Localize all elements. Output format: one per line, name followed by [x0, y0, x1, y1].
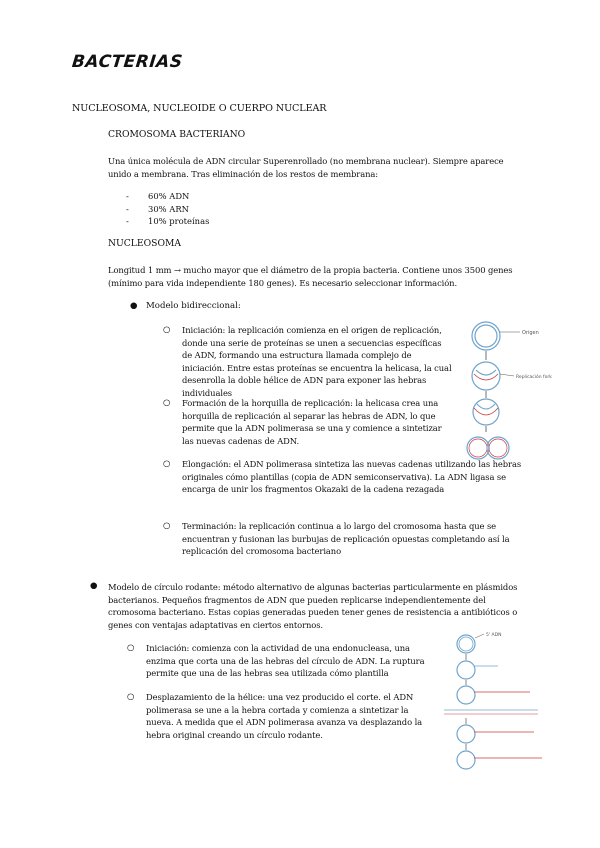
section-heading: NUCLEOSOMA, NUCLEOIDE O CUERPO NUCLEAR [72, 103, 327, 114]
composition-item: - 60% ADN [126, 190, 209, 203]
figure-label-fork: Replicación fork [516, 375, 552, 380]
circulo-step-desplazamiento: Desplazamiento de la hélice: una vez producido el corte. el ADN polimerasa se une a la hebra cortada y comienza a sintetizar la nueva. A medida que el ADN polimerasa avanza va desplazando la hebra original creando un círculo rodante. [146, 692, 423, 740]
figure-label-origen: Origen [522, 330, 539, 336]
bidireccional-label: Modelo bidireccional: [146, 301, 241, 311]
origin-circle [472, 322, 500, 350]
cromosoma-paragraph: Una única molécula de ADN circular Superenrollado (no membrana nuclear). Siempre aparece unido a membrana. Tras eliminación de los restos de membrana: [108, 156, 504, 179]
step-horquilla: Formación de la horquilla de replicación: la helicasa crea una horquilla de replicación al separar las hebras de ADN, lo que permite que la ADN polimerasa se una y comience a sintetizar las nuevas cadenas de ADN. [182, 398, 442, 446]
step-elongacion: Elongación: el ADN polimerasa sintetiza las nuevas cadenas utilizando las hebras originales cómo plantillas (copia de ADN semiconservativa). La ADN ligasa se encarga de unir los fragmentos Okazaki de la cadena rezagada [182, 459, 522, 495]
composition-item: - 10% proteínas [126, 215, 209, 228]
circle-bullet: ○ [163, 458, 171, 468]
cromosoma-heading: CROMOSOMA BACTERIANO [108, 129, 246, 140]
circulo-rodante-paragraph: Modelo de círculo rodante: método alternativo de algunas bacterias particularmente en plásmidos bacterianos. Pequeños fragmentos de ADN que pueden replicarse independientemente del cromosoma bacteriano. Estas copias generadas pueden tener genes de resistencia a antibióticos o genes con ventajas adaptativas en ciertos entornos. [108, 582, 518, 630]
figure-label-adn: 5' ADN [486, 633, 502, 638]
page-title: BACTERIAS [70, 52, 184, 72]
circulo-step-iniciacion: Iniciación: comienza con la actividad de una endonucleasa, una enzima que corta una de las hebras del círculo de ADN. La ruptura permite que una de las hebras sea utilizada cómo plantilla [146, 643, 425, 679]
circle-bullet: ○ [163, 324, 171, 334]
rolling-circle-figure [438, 630, 558, 772]
step-terminacion: Terminación: la replicación continua a lo largo del cromosoma hasta que se encuentran y fusionan las burbujas de replicación opuestas completando así la replicación del cromosoma bacteriano [182, 521, 510, 557]
circle-bullet: ○ [127, 691, 135, 701]
bullet-dot: ● [90, 581, 98, 591]
step-iniciacion: Iniciación: la replicación comienza en el origen de replicación, donde una serie de proteínas se unen a secuencias específicas de ADN, formando una estructura llamada complejo de iniciación. Entre estas proteínas se encuentra la helicasa, la cual desenrolla la doble hélice de ADN para exponer las hebras individuales [182, 325, 452, 398]
circle-bullet: ○ [163, 520, 171, 530]
circle-bullet: ○ [163, 397, 171, 407]
composition-item: - 30% ARN [126, 203, 209, 216]
composition-list [126, 190, 209, 228]
nucleosoma-heading: NUCLEOSOMA [108, 238, 182, 249]
nucleosoma-paragraph: Longitud 1 mm → mucho mayor que el diámetro de la propia bacteria. Contiene unos 3500 genes (mínimo para vida independiente 180 genes). Es necesario seleccionar información. [108, 265, 513, 288]
circle-bullet: ○ [127, 642, 135, 652]
bidirectional-replication-figure [462, 318, 562, 466]
bullet-dot: ● [130, 301, 138, 311]
